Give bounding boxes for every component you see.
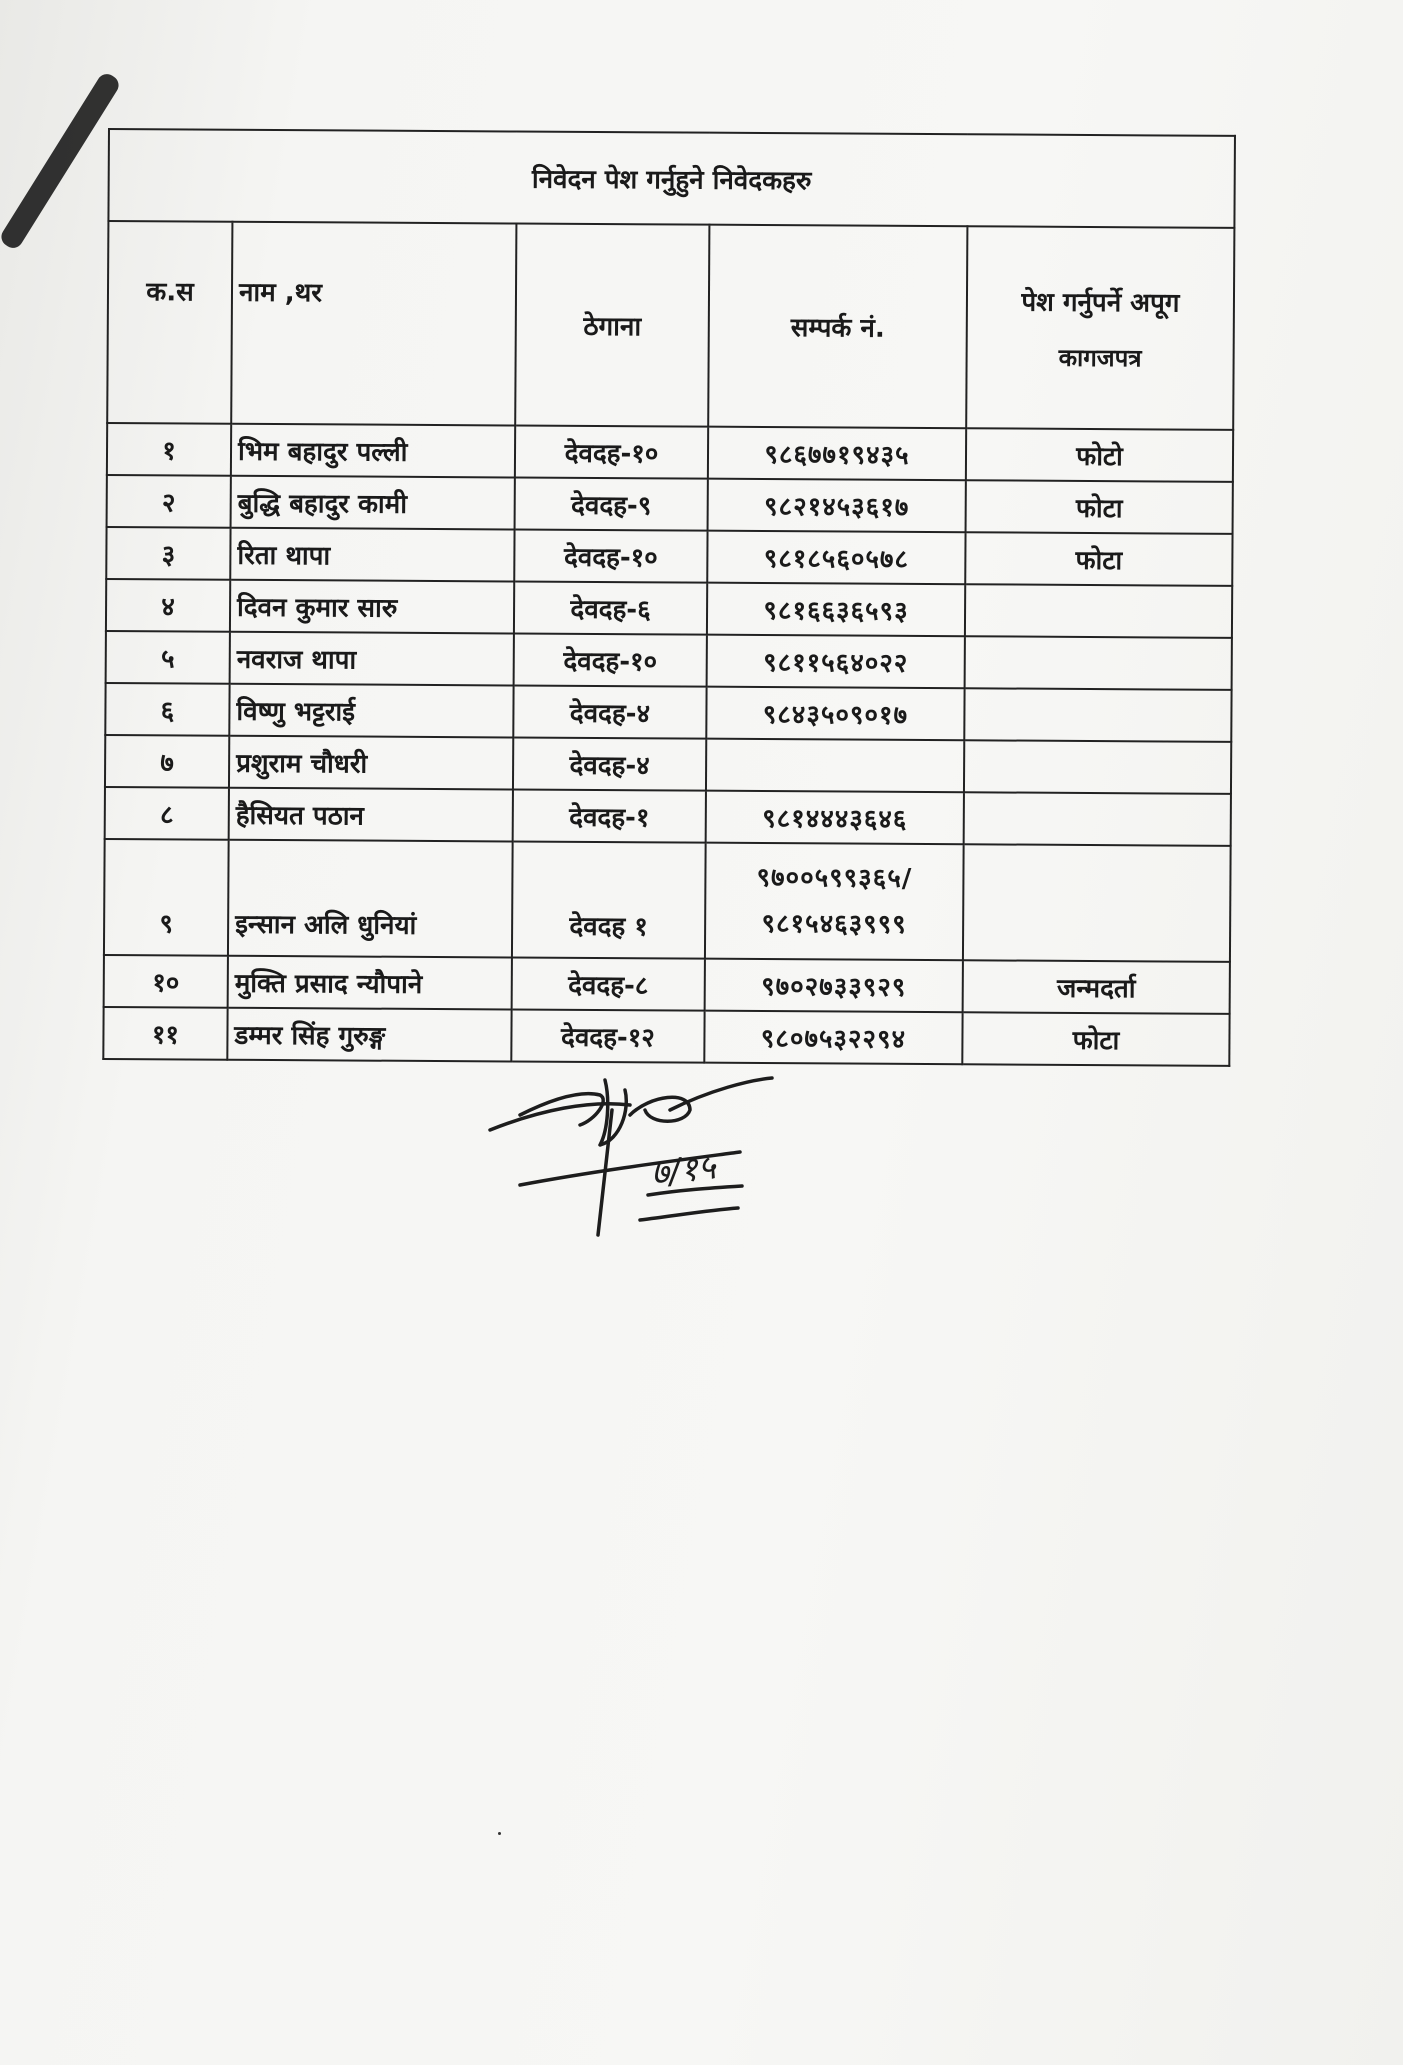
header-missing-docs-line1: पेश गर्नुपर्ने अपूग bbox=[1021, 287, 1180, 319]
row-name: डम्मर सिंह गुरुङ्ग bbox=[227, 1008, 511, 1062]
table-row bbox=[107, 475, 1233, 534]
row-missing-docs: जन्मदर्ता bbox=[963, 960, 1230, 1014]
row-missing-docs: फोटा bbox=[965, 532, 1232, 586]
row-contact-line1: ९७००५९९३६५/ bbox=[756, 862, 913, 894]
row-contact: ९८११५६४०२२ bbox=[707, 635, 965, 689]
row-serial: २ bbox=[107, 475, 231, 528]
table-row bbox=[104, 955, 1230, 1014]
row-name: इन्सान अलि धुनियां bbox=[228, 840, 513, 958]
row-address: देवदह-९ bbox=[515, 477, 708, 530]
signature-date: ७/१५ bbox=[649, 1147, 718, 1194]
row-contact: ९८०७५३२२९४ bbox=[704, 1011, 962, 1065]
header-missing-docs-line2: कागजपत्र bbox=[1058, 343, 1142, 372]
row-name: हैसियत पठान bbox=[229, 788, 513, 842]
header-serial: क.स bbox=[107, 221, 232, 424]
row-address: देवदह-१० bbox=[515, 425, 708, 478]
row-address: देवदह-६ bbox=[514, 581, 707, 634]
row-serial: ९ bbox=[104, 839, 229, 956]
row-contact-line2: ९८१५४६३९९९ bbox=[761, 909, 907, 940]
row-serial: ११ bbox=[103, 1007, 227, 1060]
signature bbox=[480, 1070, 800, 1250]
table-row bbox=[107, 423, 1233, 482]
header-contact: सम्पर्क नं. bbox=[708, 225, 967, 429]
applicants-table bbox=[102, 128, 1236, 1067]
row-contact: ९८१६६३६५९३ bbox=[707, 583, 965, 637]
row-name: विष्णु भट्टराई bbox=[229, 684, 513, 738]
row-missing-docs bbox=[964, 792, 1231, 846]
row-serial: ८ bbox=[105, 787, 229, 840]
row-missing-docs: फोटो bbox=[966, 428, 1233, 482]
row-serial: ६ bbox=[105, 683, 229, 736]
table-row bbox=[106, 579, 1232, 638]
row-address: देवदह-४ bbox=[513, 685, 706, 738]
row-missing-docs bbox=[963, 844, 1231, 962]
header-name: नाम ,थर bbox=[231, 222, 516, 426]
row-serial: १० bbox=[104, 955, 228, 1008]
row-missing-docs: फोटा bbox=[966, 480, 1233, 534]
table-row bbox=[105, 735, 1231, 794]
row-name: मुक्ति प्रसाद न्यौपाने bbox=[228, 956, 512, 1010]
header-missing-docs bbox=[966, 226, 1234, 430]
table-row bbox=[105, 683, 1231, 742]
header-address: ठेगाना bbox=[515, 223, 709, 426]
row-name: भिम बहादुर पल्ली bbox=[231, 424, 515, 478]
row-address: देवदह-१ bbox=[513, 789, 706, 842]
row-serial: ५ bbox=[106, 631, 230, 684]
row-contact: ९८६७७१९४३५ bbox=[708, 427, 966, 481]
row-serial: ४ bbox=[106, 579, 230, 632]
table-row bbox=[103, 1007, 1229, 1066]
row-contact bbox=[706, 739, 964, 793]
row-name: बुद्धि बहादुर कामी bbox=[231, 476, 515, 530]
row-missing-docs bbox=[964, 740, 1231, 794]
row-address: देवदह १ bbox=[512, 841, 706, 958]
row-name: दिवन कुमार सारु bbox=[230, 580, 514, 634]
table-row bbox=[105, 787, 1231, 846]
table-row bbox=[106, 631, 1232, 690]
row-serial: ३ bbox=[106, 527, 230, 580]
row-address: देवदह-१० bbox=[514, 633, 707, 686]
row-contact: ९८२१४५३६१७ bbox=[708, 479, 966, 533]
row-name: प्रशुराम चौधरी bbox=[229, 736, 513, 790]
row-address: देवदह-८ bbox=[512, 957, 705, 1010]
table-header-row bbox=[107, 221, 1234, 430]
row-address: देवदह-१२ bbox=[511, 1009, 704, 1062]
applicants-table-container bbox=[102, 128, 1234, 1067]
row-contact: ९८१८५६०५७८ bbox=[707, 531, 965, 585]
table-row bbox=[106, 527, 1232, 586]
row-missing-docs: फोटा bbox=[962, 1012, 1229, 1066]
row-missing-docs bbox=[964, 688, 1231, 742]
table-row bbox=[104, 839, 1231, 962]
row-contact: ९८४३५०९०१७ bbox=[706, 687, 964, 741]
row-contact: ९७०२७३३९२९ bbox=[705, 959, 963, 1013]
speck bbox=[498, 1832, 501, 1835]
row-missing-docs bbox=[965, 636, 1232, 690]
row-address: देवदह-४ bbox=[513, 737, 706, 790]
row-serial: ७ bbox=[105, 735, 229, 788]
row-name: नवराज थापा bbox=[230, 632, 514, 686]
row-name: रिता थापा bbox=[230, 528, 514, 582]
table-title: निवेदन पेश गर्नुहुने निवेदकहरु bbox=[108, 129, 1235, 228]
row-missing-docs bbox=[965, 584, 1232, 638]
row-contact bbox=[705, 843, 964, 961]
row-contact: ९८१४४४३६४६ bbox=[706, 791, 964, 845]
row-address: देवदह-१० bbox=[514, 529, 707, 582]
row-serial: १ bbox=[107, 423, 231, 476]
